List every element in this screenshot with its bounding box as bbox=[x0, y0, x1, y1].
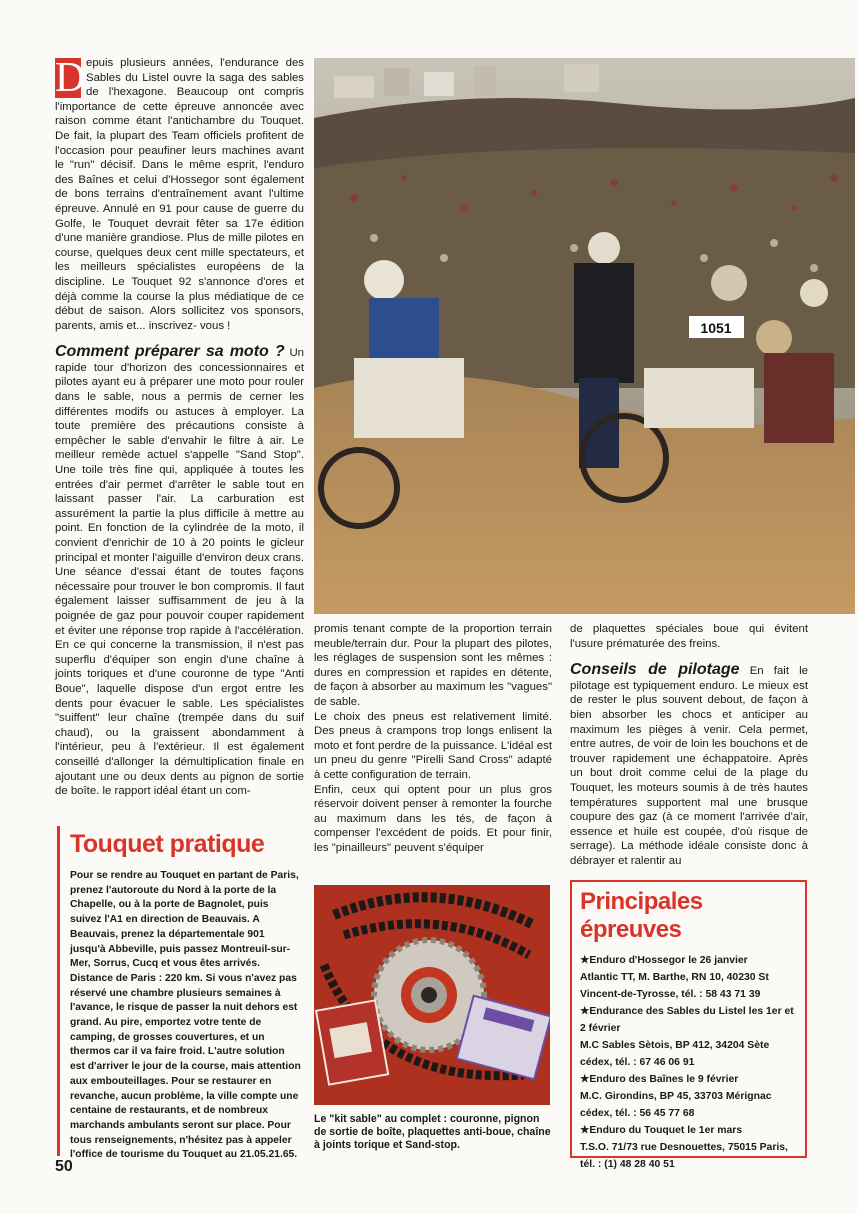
event-info: T.S.O. 71/73 rue Desnouettes, 75015 Paris, tél. : (1) 48 28 40 51 bbox=[580, 1142, 788, 1170]
article-column-1 bbox=[55, 56, 304, 799]
touquet-pratique-title: Touquet pratique bbox=[70, 830, 265, 858]
section-heading-preparation: Comment préparer sa moto ? bbox=[55, 343, 285, 361]
brakes-paragraph: de plaquettes spéciales boue qui évitent l'usure prématurée des freins. bbox=[570, 623, 808, 650]
drop-cap: D bbox=[55, 55, 86, 101]
touquet-pratique-box bbox=[57, 826, 302, 1161]
enduro-race-illustration bbox=[314, 58, 855, 614]
section-heading-pilotage: Conseils de pilotage bbox=[570, 661, 740, 679]
event-info: M.C Sables Sètois, BP 412, 34204 Sète cédex, tél. : 67 46 06 91 bbox=[580, 1040, 770, 1068]
event-info: Atlantic TT, M. Barthe, RN 10, 40230 St Vincent-de-Tyrosse, tél. : 58 43 71 39 bbox=[580, 972, 769, 1000]
principales-epreuves-title: Principales épreuves bbox=[580, 888, 703, 943]
kit-photo-caption: Le "kit sable" au complet : couronne, pignon de sortie de boîte, plaquettes anti-boue, chaîne à joints torique et Sand-stop. bbox=[314, 1113, 551, 1151]
page-number: 50 bbox=[55, 1158, 73, 1175]
event-title: ★Endurance des Sables du Listel les 1er et 2 février bbox=[580, 1006, 794, 1034]
tyres-paragraph: Le choix des pneus est relativement limité. Des pneus à crampons trop longs enlisent la moto et font perdre de la puissance. L'idéal est un pneu du genre "Pirelli Sand Cross" adapté à cette configuration de terrain. bbox=[314, 710, 552, 781]
suspension-paragraph: promis tenant compte de la proportion terrain meuble/terrain dur. Pour la plupart des pilotes, les réglages de suspension sont les mêmes : dures en compression et rapides en détente, de façon à absorber au maximum les "vagues" de sable. bbox=[314, 623, 552, 708]
touquet-pratique-text: Pour se rendre au Touquet en partant de Paris, prenez l'autoroute du Nord à la porte de la Chapelle, ou à la porte de Bagnolet, puis suivez l'A1 en direction de Beauvais. A Beauvais, prenez la départementale 901 jusqu'à Abbeville, puis passez Montreuil-sur-Mer, Sorrus, Cucq et vous êtes arrivés. Distance de Paris : 220 km. Si vous n'avez pas réservé une chambre plusieurs semaines à l'avance, le risque de passer la nuit dehors est grand. Au pire, emportez votre tente de camping, de grosses couvertures, et un thermos car il va faire froid. L'autre solution est d'arriver le jour de la course, mais attention aux embouteillages. Pour se restaurer en revanche, aucun problème, la ville compte une centaine de restaurants, et de nombreux marchands ambulants seront sur place. Pour tous renseignements, n'hésitez pas à appeler l'office de tourisme du Touquet au 21.05.21.65. bbox=[70, 870, 301, 1161]
intro-paragraph: epuis plusieurs années, l'endurance des Sables du Listel ouvre la saga des sables de l'hexagone. Beaucoup ont compris l'importance de cette épreuve annoncée avec raison comme étant l'antichambre du Touquet. De fait, la plupart des Team officiels profitent de l'occasion pour peaufiner leurs machines avant le "run" décisif. Dans le même esprit, l'enduro des Baînes et celui d'Hossegor sont également de bons terrains d'entraînement avant l'ultime épreuve. Annulé en 91 pour cause de guerre du Golfe, le Touquet devrait fêter sa 17e édition d'une manière grandiose. Plus de mille pilotes en course, quelques deux cent mille spectateurs, et les meilleurs spécialistes européens de la discipline. Le Touquet 92 s'annonce d'ores et déjà comme la course la plus médiatique de ce début de saison. Alors sollicitez vos sponsors, parents, amis et... inscrivez- vous ! bbox=[55, 57, 304, 332]
events-list bbox=[580, 952, 797, 1173]
kit-sable-photo bbox=[314, 885, 550, 1105]
preparation-paragraph: Un rapide tour d'horizon des concessionnaires et pilotes ayant eu à préparer une moto pour rouler dans le sable, nous a permis de cerner les différentes modifs ou astuces à employer. La toute première des précautions consiste à empêcher le sable d'envahir le filtre à air. Le meilleur remède actuel s'appelle "Sand Stop". Une toile très fine qui, appliquée à toutes les entrées d'air permet d'arrêter le sable tout en laissant passer l'air. La carburation est assurément la partie la plus difficile à mettre au point. En fonction de la cylindrée de la moto, il convient d'enrichir de 10 à 20 points le gicleur principal et monter l'aiguille d'environ deux crans. Une séance d'essai étant de toutes façons nécessaire pour trouver le bon compromis. Il faut également laisser suffisamment de jeu à la poignée de gaz pour pouvoir couper rapidement et éviter une réponse trop rapide à l'accélération. En ce qui concerne la transmission, il n'est pas superflu d'équiper son engin d'une chaîne à joints toriques et d'une couronne de type "Anti Boue", laquelle dispose d'un ergot entre les dents pour évacuer le sable. Les spécialistes "suiffent" leur chaîne (trempée dans du suif chaud), ou la graissent abondamment à l'intérieur, peu à l'extérieur. Il est également conseillé d'allonger la démultiplication finale en ajoutant une ou deux dents au pignon de sortie de boîte. le rapport idéal étant un com- bbox=[55, 347, 305, 798]
event-title: ★Enduro du Touquet le 1er mars bbox=[580, 1125, 743, 1136]
tank-paragraph: Enfin, ceux qui optent pour un plus gros réservoir doivent penser à remonter la fourche au maximum dans les tés, de façon à compenser l'excédent de poids. Et pour finir, les "pinailleurs" peuvent s'équiper bbox=[314, 783, 552, 854]
event-title: ★Enduro d'Hossegor le 26 janvier bbox=[580, 955, 748, 966]
rider-number-plate: 1051 bbox=[700, 320, 732, 336]
event-title: ★Enduro des Baînes le 9 février bbox=[580, 1074, 739, 1085]
event-info: M.C. Girondins, BP 45, 33703 Mérignac cédex, tél. : 56 45 77 68 bbox=[580, 1091, 772, 1119]
article-column-2 bbox=[314, 622, 552, 856]
main-photo-enduro-riders bbox=[314, 58, 855, 614]
article-column-3 bbox=[570, 622, 808, 869]
pilotage-paragraph: En fait le pilotage est typiquement enduro. Le mieux est de rester le plus souvent debout, de façon à bien absorber les chocs et anticiper au maximum les pièges à venir. Cela permet, entre autres, de voir de loin les bouchons et de trouver rapidement une échappatoire. Après un bout droit comme celui de la plage du Touquet, les moteurs soumis à de très hautes températures supportent mal une brusque coupure des gaz (à ce moment l'arrivée d'air, essence et huile est coupée, d'où risque de serrage). La méthode idéale consiste donc à débrayer et ralentir au bbox=[570, 665, 808, 867]
kit-sable-illustration bbox=[314, 885, 550, 1105]
principales-epreuves-box bbox=[570, 880, 807, 1170]
